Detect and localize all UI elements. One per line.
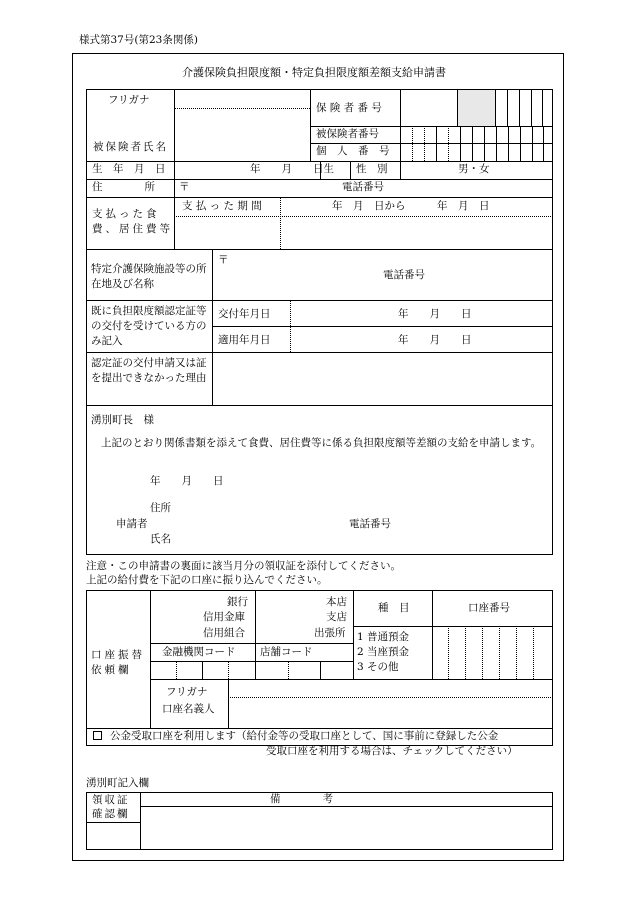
branch-type-office: 出張所 — [314, 627, 346, 639]
gender-label: 性 別 — [356, 163, 388, 175]
form-title: 介護保険負担限度額・特定負担限度額差額支給申請書 — [182, 66, 446, 79]
address-label: 住 所 — [92, 181, 155, 193]
declaration-date: 年 月 日 — [150, 475, 224, 487]
insured-name-label: 被保険者氏名 — [93, 141, 168, 153]
birthdate-label: 生 年 月 日 — [92, 163, 166, 175]
addressee: 湧別町長 様 — [91, 414, 154, 426]
personal-number-label: 個 人 番 号 — [316, 145, 390, 157]
account-number-header: 口座番号 — [468, 602, 510, 614]
valid-date-value: 年 月 日 — [398, 334, 472, 346]
certified-label: 既に負担限度額認定証等の交付を受けている方のみ記入 — [91, 305, 207, 347]
note-attach-receipts: 注意・この申請書の裏面に該当月分の領収証を添付してください。 — [86, 560, 401, 572]
holder-furigana-label: フリガナ — [166, 686, 208, 698]
office-section-title: 湧別町記入欄 — [86, 777, 149, 789]
category-current: 2 当座預金 — [357, 646, 410, 658]
public-account-checkbox[interactable] — [93, 731, 102, 740]
branch-type-branch: 支店 — [326, 611, 347, 623]
applicant-label: 申請者 — [116, 518, 148, 530]
declaration-name: 氏名 — [150, 533, 171, 545]
issue-date-label: 交付年月日 — [218, 308, 271, 320]
branch-code-label: 店舗コード — [260, 646, 313, 658]
note-transfer: 上記の給付費を下記の口座に振り込んでください。 — [86, 574, 328, 586]
institution-code-label: 金融機関コード — [162, 646, 236, 658]
branch-type-main: 本店 — [326, 596, 347, 608]
declaration-body: 上記のとおり関係書類を添えて食費、居住費等に係る負担限度額等差額の支給を申請します。 — [101, 437, 542, 449]
facility-phone: 電話番号 — [383, 269, 425, 281]
insurer-number-label: 保 険 者 番 号 — [316, 102, 382, 114]
form-number: 様式第37号(第23条関係) — [79, 34, 198, 46]
declaration-address: 住所 — [150, 502, 171, 514]
insured-number-label: 被保険者番号 — [316, 128, 379, 140]
receipt-check-label: 領収証確認欄 — [92, 794, 130, 820]
facility-postal: 〒 — [218, 254, 229, 266]
furigana-label: フリガナ — [108, 94, 150, 106]
paid-expenses-label: 支払った食費、居住費等 — [92, 208, 173, 235]
account-category-header: 種 目 — [378, 602, 410, 614]
issue-date-value: 年 月 日 — [398, 308, 472, 320]
category-other: 3 その他 — [357, 661, 399, 673]
bank-type-credit-bank: 信用金庫 — [203, 611, 245, 623]
category-ordinary: 1 普通預金 — [357, 631, 410, 643]
remarks-label: 備 考 — [270, 793, 333, 805]
valid-date-label: 適用年月日 — [218, 334, 271, 346]
bank-type-credit-union: 信用組合 — [203, 627, 245, 639]
phone-label: 電話番号 — [342, 181, 384, 193]
payment-period-label: 支 払 っ た 期 間 — [182, 200, 262, 212]
public-account-text: 公金受取口座を利用します（給付金等の受取口座として、国に事前に登録した公金 — [110, 730, 499, 742]
postal-mark: 〒 — [179, 181, 190, 193]
payment-period-value: 年 月 日から 年 月 日 — [332, 200, 490, 212]
birthdate-value: 年 月 日生 — [250, 163, 334, 175]
holder-name-label: 口座名義人 — [162, 703, 215, 715]
gender-value: 男・女 — [458, 163, 490, 175]
transfer-label: 口座振替依頼欄 — [91, 649, 145, 676]
insurer-number-shade — [457, 90, 495, 126]
public-account-text-2: 受取口座を利用する場合は、チェックしてください） — [266, 745, 518, 757]
facility-label: 特定介護保険施設等の所在地及び名称 — [91, 263, 207, 290]
bank-type-bank: 銀行 — [227, 596, 248, 608]
reason-label: 認定証の交付申請又は証を提出できなかった理由 — [91, 357, 207, 384]
declaration-phone: 電話番号 — [349, 518, 391, 530]
